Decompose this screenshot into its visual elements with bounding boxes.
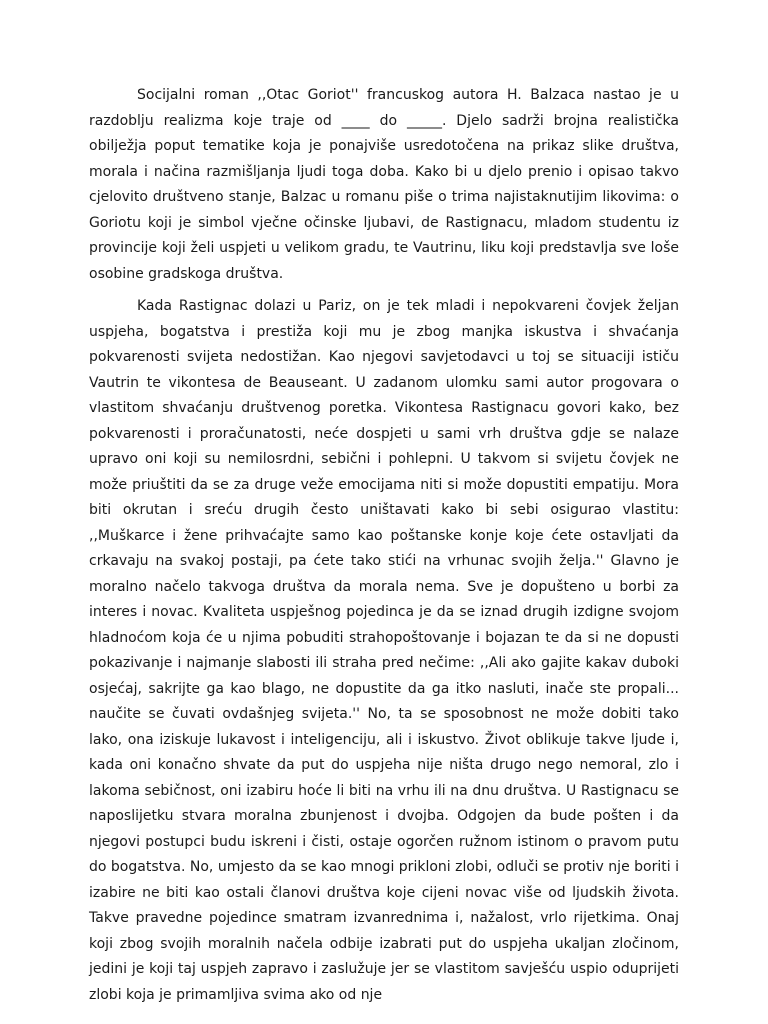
paragraph-analysis: Kada Rastignac dolazi u Pariz, on je tek mladi i nepokvareni čovjek željan uspjeha, bogatstva i prestiža koji mu je zbog manjka iskustva i shvaćanja pokvarenosti svijeta nedostižan. Kao njegovi savjetodavci u toj se situaciji ističu Vautrin te vikontesa de Beauseant. U zadanom ulomku sami autor progovara o vlastitom shvaćanju društvenog poretka. Vikontesa Rastignacu govori kako, bez pokvarenosti i proračunatosti, neće dospjeti u sami vrh društva gdje se nalaze upravo oni koji su nemilosrdni, sebični i pohlepni. U takvom si svijetu čovjek ne može priuštiti da se za druge veže emocijama niti si može dopustiti empatiju. Mora biti okrutan i sreću drugih često uništavati kako bi sebi osigurao vlastitu: ,,Muškarce i žene prihvaćajte samo kao poštanske konje koje ćete ostavljati da crkavaju na svakoj postaji, pa ćete tako stići na vrhunac svojih želja.'' Glavno je moralno načelo takvoga društva da morala nema. Sve je dopušteno u borbi za interes i novac. Kvaliteta uspješnog pojedinca je da se iznad drugih izdigne svojom hladnoćom koja će u njima pobuditi strahopoštovanje i bojazan te da si ne dopusti pokazivanje i najmanje slabosti ili straha pred nečime: ,,Ali ako gajite kakav duboki osjećaj, sakrijte ga kao blago, ne dopustite da ga itko nasluti, inače ste propali... naučite se čuvati ovdašnjeg svijeta.'' No, ta se sposobnost ne može dobiti tako lako, ona iziskuje lukavost i inteligenciju, ali i iskustvo. Život oblikuje takve ljude i, kada oni konačno shvate da put do uspjeha nije ništa drugo nego nemoral, zlo i lakoma sebičnost, oni izabiru hoće li biti na vrhu ili na dnu društva. U Rastignacu se naposlijetku stvara moralna zbunjenost i dvojba. Odgojen da bude pošten i da njegovi postupci budu iskreni i čisti, ostaje ogorčen ružnom istinom o pravom putu do bogatstva. No, umjesto da se kao mnogi prikloni zlobi, odluči se protiv nje boriti i izabire ne biti kao ostali članovi društva koje cijeni novac više od ljudskih života. Takve pravedne pojedince smatram izvanrednima i, nažalost, vrlo rijetkima. Onaj koji zbog svojih moralnih načela odbije izabrati put do uspjeha ukaljan zločinom, jedini je koji taj uspjeh zapravo i zaslužuje jer se vlastitom savješću uspio oduprijeti zlobi koja je primamljiva svima ako od nje [89, 298, 679, 1003]
paragraph-intro: Socijalni roman ,,Otac Goriot'' francuskog autora H. Balzaca nastao je u razdoblju realizma koje traje od ____ do _____. Djelo sadrži brojna realistička obilježja poput tematike koja je ponajviše usredotočena na prikaz slike društva, morala i načina razmišljanja ljudi toga doba. Kako bi u djelo prenio i opisao takvo cjelovito društveno stanje, Balzac u romanu piše o trima najistaknutijim likovima: o Goriotu koji je simbol vječne očinske ljubavi, de Rastignacu, mladom studentu iz provincije koji želi uspjeti u velikom gradu, te Vautrinu, liku koji predstavlja sve loše osobine gradskoga društva. [89, 87, 679, 282]
document-page [89, 83, 679, 1015]
